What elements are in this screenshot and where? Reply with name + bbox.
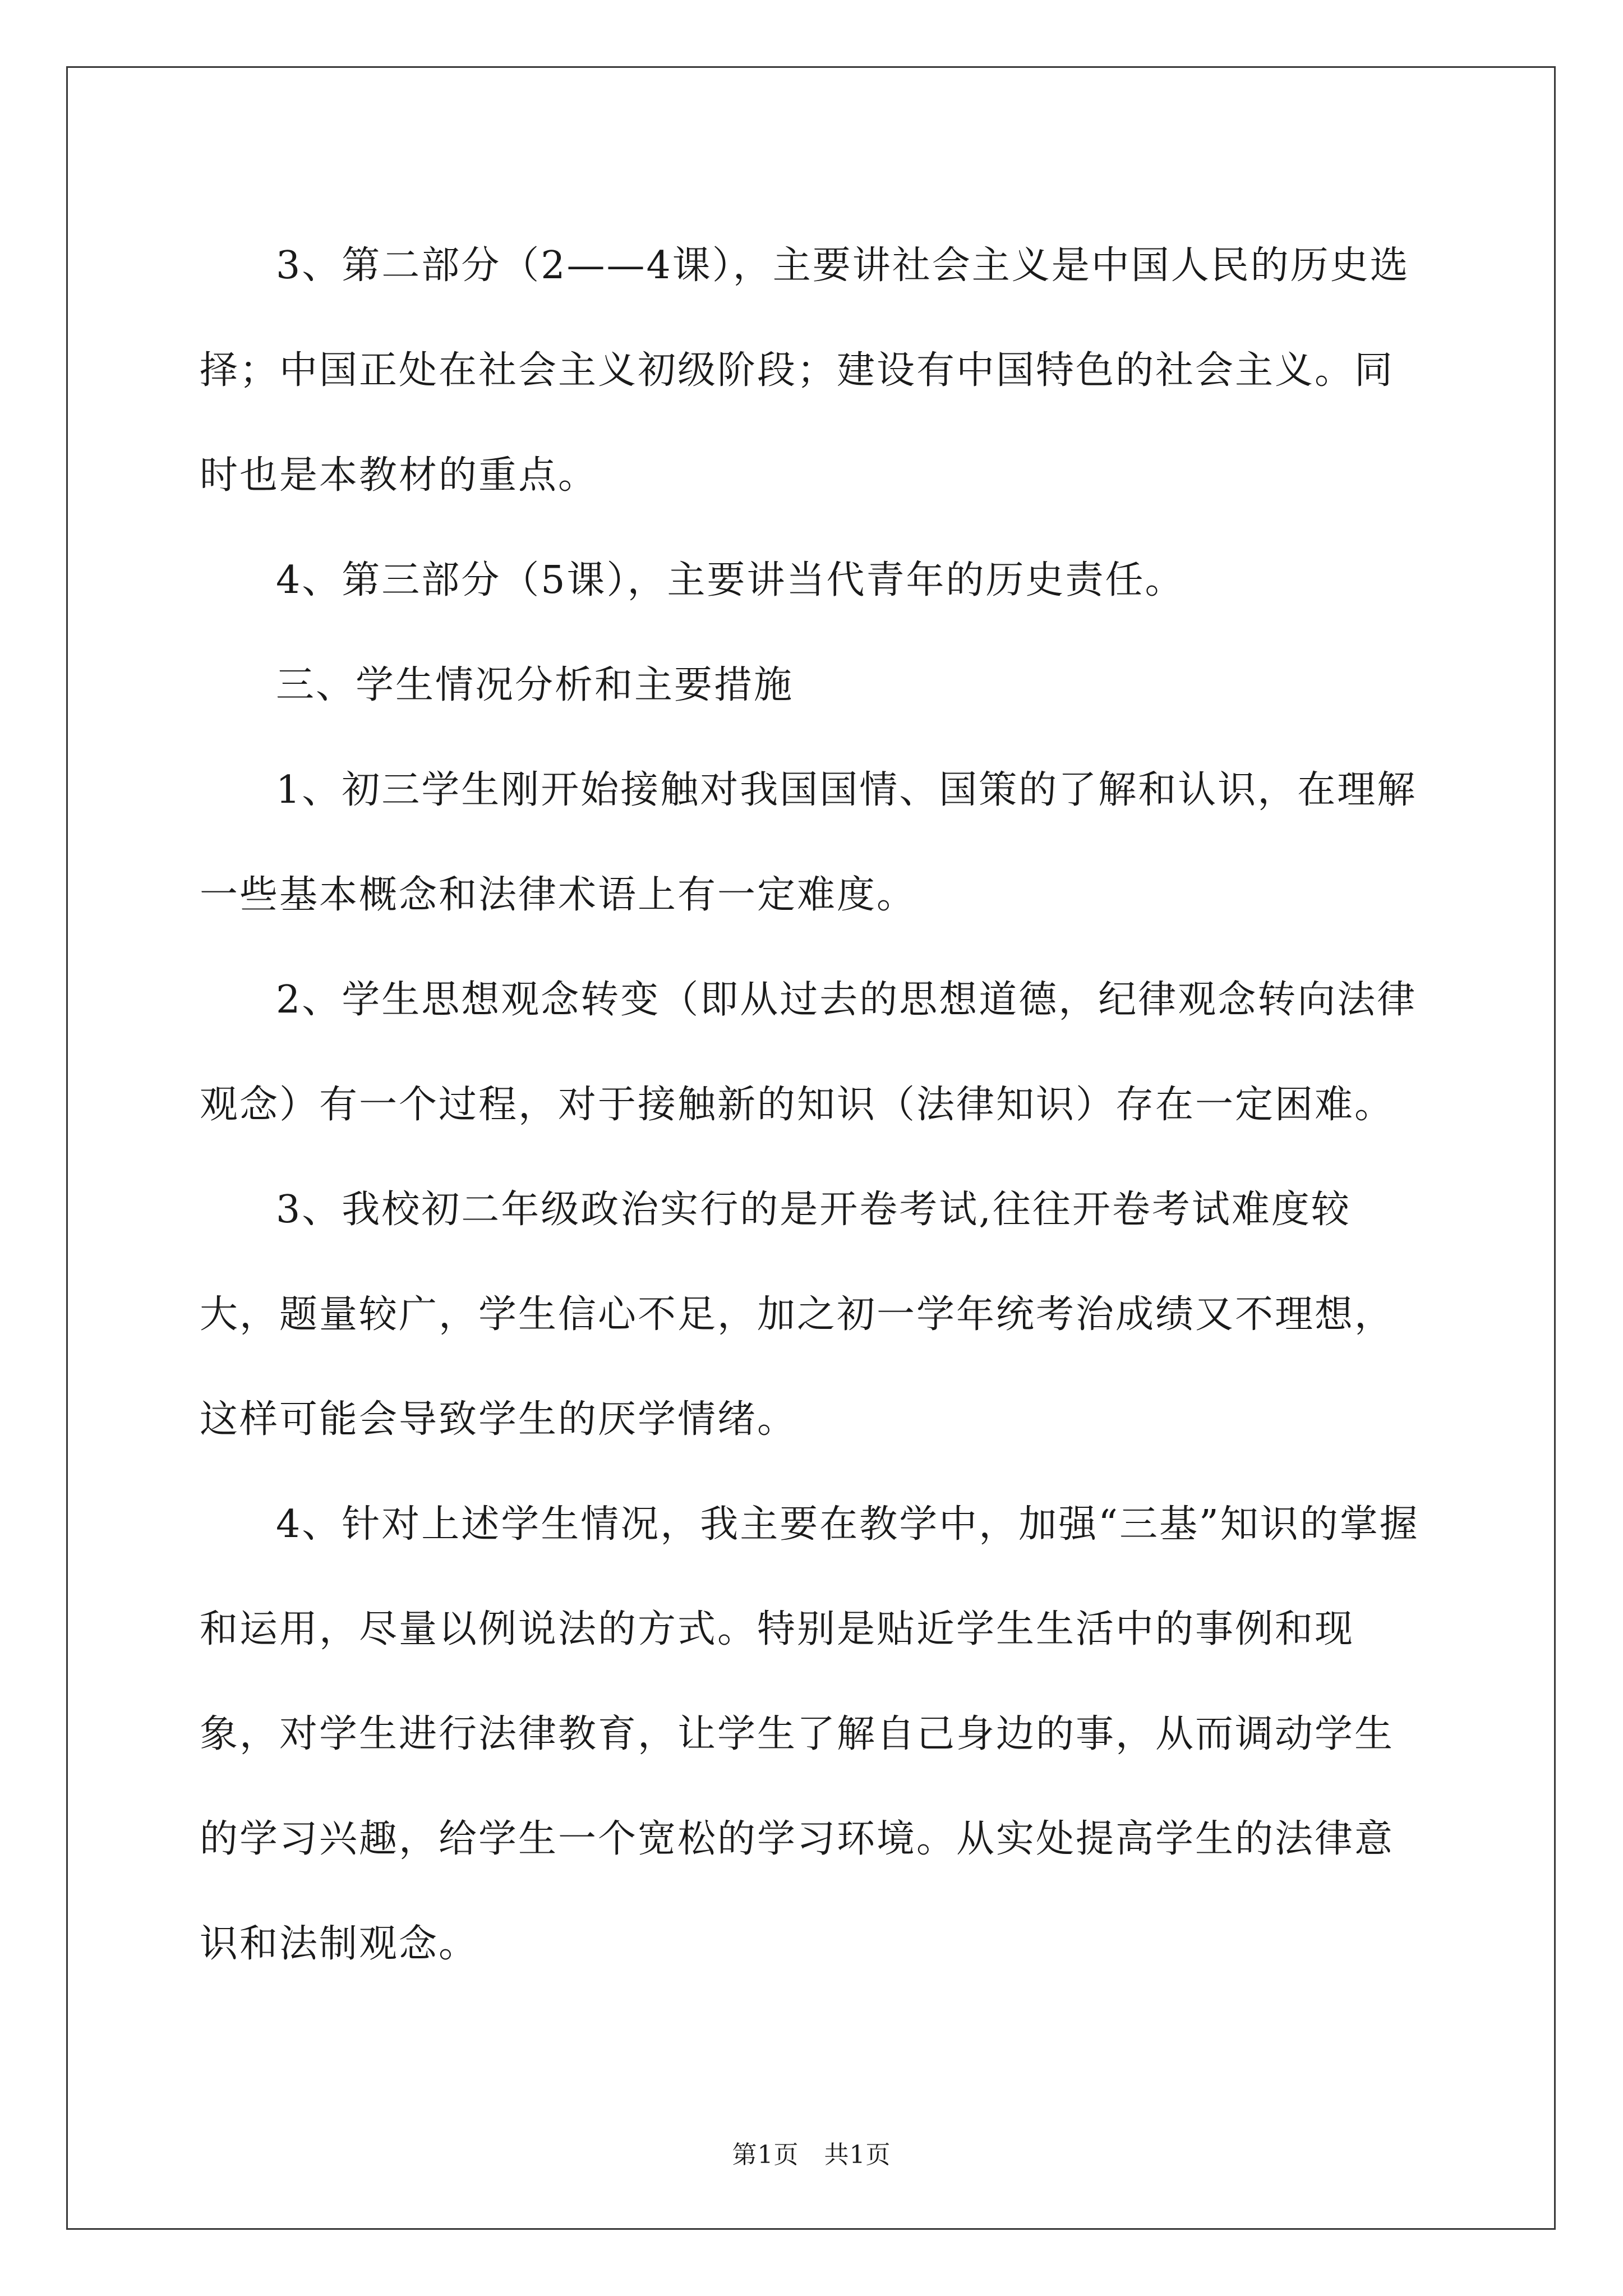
paragraph: 2、学生思想观念转变（即从过去的思想道德，纪律观念转向法律观念）有一个过程，对于接触新的知识（法律知识）存在一定困难。 <box>200 978 1417 1127</box>
paragraph: 4、针对上述学生情况，我主要在教学中，加强“三基”知识的掌握和运用，尽量以例说法的方式。特别是贴近学生生活中的事例和现象，对学生进行法律教育，让学生了解自己身边的事，从而调动学生的学习兴趣，给学生一个宽松的学习环境。从实处提高学生的法律意识和法制观念。 <box>200 1502 1419 1966</box>
paragraph: 4、第三部分（5课），主要讲当代青年的历史责任。 <box>276 558 1185 602</box>
paragraph: 3、我校初二年级政治实行的是开卷考试,往往开卷考试难度较大，题量较广，学生信心不足，加之初一学年统考治成绩又不理想，这样可能会导致学生的厌学情绪。 <box>200 1188 1395 1442</box>
page-number: 第1页 <box>732 2141 799 2169</box>
section-heading: 三、学生情况分析和主要措施 <box>276 663 794 707</box>
page-total: 共1页 <box>824 2141 891 2169</box>
document-body <box>200 213 1428 1996</box>
paragraph: 1、初三学生刚开始接触对我国国情、国策的了解和认识，在理解一些基本概念和法律术语上有一定难度。 <box>200 768 1417 917</box>
paragraph: 3、第二部分（2——4课），主要讲社会主义是中国人民的历史选择；中国正处在社会主义初级阶段；建设有中国特色的社会主义。同时也是本教材的重点。 <box>200 243 1410 498</box>
page-footer <box>0 2138 1623 2172</box>
